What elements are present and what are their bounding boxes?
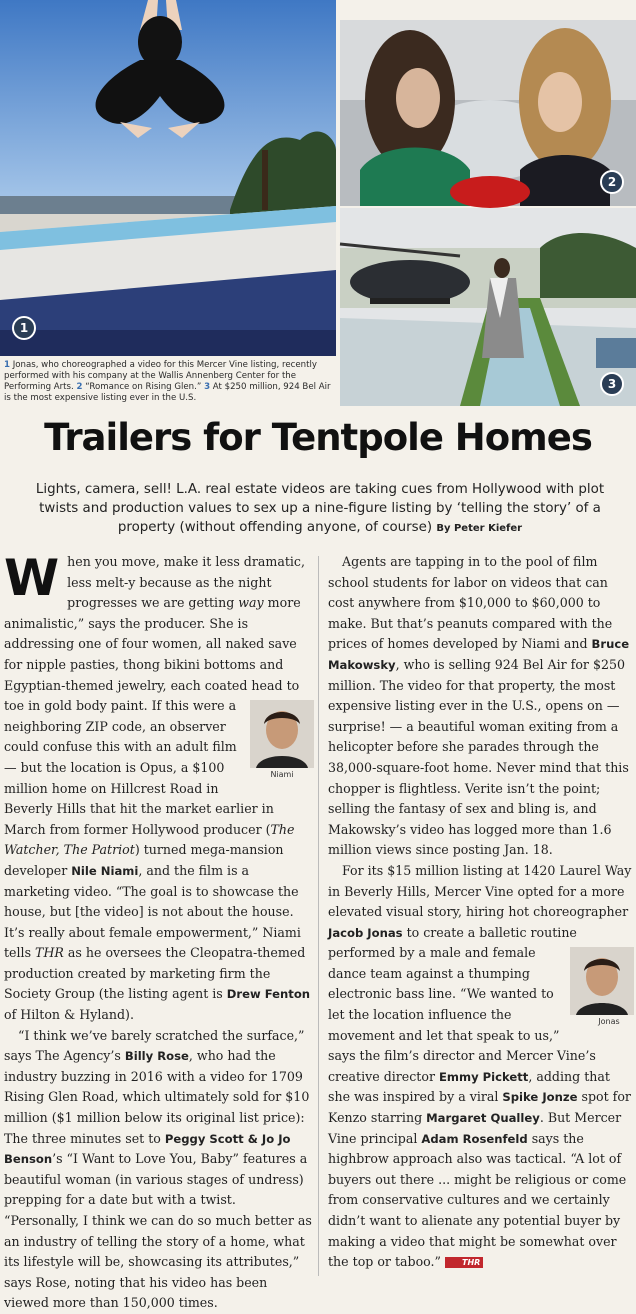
photo-helicopter-woman bbox=[340, 208, 636, 406]
portrait-jonas-label: Jonas bbox=[598, 1017, 620, 1027]
name-nile-niami: Nile Niami bbox=[71, 863, 139, 878]
byline: By Peter Kiefer bbox=[436, 523, 523, 534]
paragraph-4: For its $15 million listing at 1420 Laurel Way in Beverly Hills, Mercer Vine opted for a more elevated visual story, hiring hot choreographer Jacob Jonas to create a balletic routine performed by a male Jonas and female dance team against a thumping electronic bass line. “We wanted to let the location influence the movement and let that speak to us,” says the film’s director and Mercer Vine’s creative director Emmy Pickett, adding that she was inspired by a viral Spike Jonze spot for Kenzo starring Margaret Qualley. But Mercer Vine principal Adam Rosenfeld says the highbrow approach also was tactical. “A lot of buyers out there ... might be religious or come from conservative cultures and we certainly didn’t want to alienate any potential buyer by making a video that might be somewhat over the top or taboo.” THR bbox=[328, 861, 634, 1273]
portrait-niami bbox=[250, 700, 314, 782]
article-headline: Trailers for Tentpole Homes bbox=[44, 416, 592, 459]
photo-two-women bbox=[340, 20, 636, 206]
paragraph-3: Agents are tapping in to the pool of film school students for labor on videos that can cost anywhere from $10,000 to $60,000 to make. But that’s peanuts compared with the prices of homes developed by Niami and Bruce Makowsky, who is selling 924 Bel Air for $250 million. The video for that property, the most expensive listing ever in the U.S., opens on — surprise! — a beautiful woman exiting from a helicopter before she parades through the 38,000-square-foot home. Never mind that this chopper is flightless. Verite isn’t the point; selling the fantasy of sex and bling is, and Makowsky’s video has logged more than 1.6 million views since posting Jan. 18. bbox=[328, 554, 630, 858]
name-jacob-jonas: Jacob Jonas bbox=[328, 925, 403, 940]
name-spike-jonze: Spike Jonze bbox=[502, 1090, 578, 1105]
paragraph-2: “I think we’ve barely scratched the surface,” says The Agency’s Billy Rose, who had the industry buzzing in 2016 with a video for 1709 Rising Glen Road, which ultimately sold for $10 million ($1 million below its original list price): The three minutes set to Peggy Scott & Jo Jo Benson’s “I Want to Love You, Baby” features a beautiful woman (in various stages of undress) prepping for a date but with a twist. “Personally, I think we can do so much better as an industry of telling the story of a home, what its lifestyle will be, showcasing its attributes,” says Rose, noting that his video has been viewed more than 150,000 times. bbox=[4, 1027, 312, 1311]
portrait-jonas-photo bbox=[570, 947, 634, 1015]
name-peggy-scott: Peggy Scott & Jo Jo Benson bbox=[4, 1131, 291, 1167]
name-bruce-makowsky: Bruce Makowsky bbox=[328, 637, 630, 672]
article-column-right bbox=[328, 552, 634, 1273]
name-drew-fenton: Drew Fenton bbox=[226, 987, 311, 1002]
portrait-jonas bbox=[570, 947, 634, 1029]
paragraph-1: When you move, make it less dramatic, less melt-y because as the night progresses we are getting way more animalistic,” says the producer. She is addressing one of four women, all naked save for nipple pasties, thong bikini bottoms and Egyptian-themed jewelry, each coated head Niami to toe in gold body paint. If this were a neighboring ZIP code, an observer could confuse this with an adult film — but the location is Opus, a $100 million home on Hillcrest Road in Beverly Hills that hit the market earlier in March from former Hollywood producer (The Watcher, The Patriot) turned mega-mansion developer Nile Niami, and the film is a marketing video. “The goal is to showcase the house, but [the video] is not about the house. It’s really about female empowerment,” Niami tells THR as he oversees the Cleopatra-themed production created by marketing firm the Society Group (the listing agent is Drew Fenton of Hilton & Hyland). bbox=[4, 552, 314, 1026]
photo-number-badge-3: 3 bbox=[600, 372, 624, 396]
drop-cap: W bbox=[4, 549, 60, 607]
photo-number-badge-1: 1 bbox=[12, 316, 36, 340]
name-margaret-qualley: Margaret Qualley bbox=[426, 1111, 540, 1126]
photo-dancer-pool bbox=[0, 0, 336, 356]
portrait-niami-photo bbox=[250, 700, 314, 768]
name-adam-rosenfeld: Adam Rosenfeld bbox=[421, 1131, 528, 1146]
article-column-left bbox=[4, 549, 314, 1314]
photo-number-badge-2: 2 bbox=[600, 170, 624, 194]
portrait-niami-label: Niami bbox=[270, 770, 294, 780]
photo-caption: 1 Jonas, who choreographed a video for this Mercer Vine listing, recently performed with his company at the Wallis Annenberg Center for the Performing Arts. 2 “Romance on Rising Glen.” 3 At $250 million, 924 Bel Air is the most expensive listing ever in the U.S. bbox=[4, 360, 331, 403]
column-divider bbox=[318, 556, 319, 1276]
name-billy-rose: Billy Rose bbox=[124, 1049, 189, 1064]
article-dek: Lights, camera, sell! L.A. real estate videos are taking cues from Hollywood with plot twists and production values to sex up a nine-figure listing by ‘telling the story’ of a property (without offending anyone, of course) By Peter Kiefer bbox=[35, 482, 605, 535]
thr-end-mark: THR bbox=[445, 1257, 483, 1268]
name-emmy-pickett: Emmy Pickett bbox=[438, 1069, 529, 1084]
